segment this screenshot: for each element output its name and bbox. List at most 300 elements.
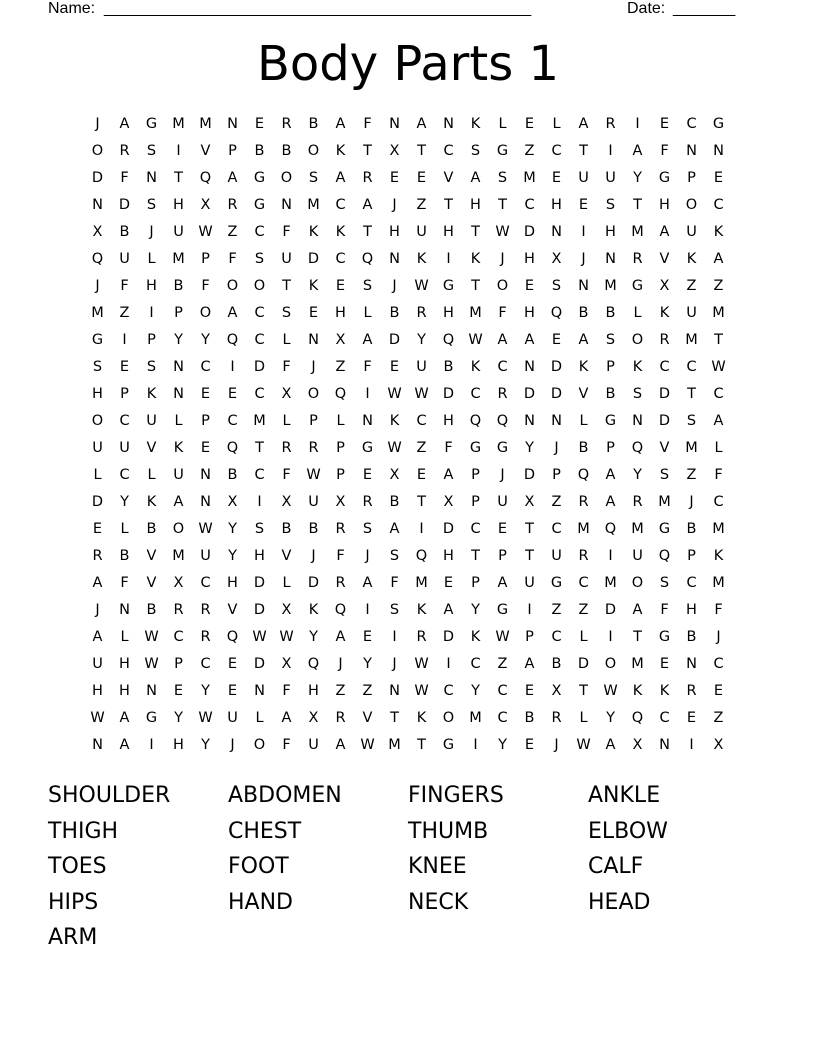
word-list-item: ABDOMEN: [228, 783, 342, 808]
grid-letter: D: [523, 467, 536, 483]
grid-letter: X: [551, 683, 562, 699]
word-list-item: CHEST: [228, 818, 302, 844]
grid-letter: P: [336, 440, 345, 456]
grid-letter: A: [416, 116, 427, 132]
grid-letter: H: [119, 683, 130, 699]
grid-letter: H: [92, 683, 103, 699]
grid-letter: E: [497, 521, 508, 537]
grid-letter: J: [500, 251, 505, 267]
grid-letter: L: [282, 575, 291, 591]
grid-letter: A: [119, 116, 130, 132]
grid-letter: R: [632, 494, 643, 510]
date-field[interactable]: _______: [673, 0, 736, 17]
grid-letter: N: [713, 143, 724, 159]
grid-letter: R: [362, 170, 373, 186]
word-list-item: FOOT: [228, 854, 289, 880]
grid-letter: O: [631, 332, 644, 348]
grid-letter: S: [254, 251, 265, 267]
grid-letter: A: [443, 467, 454, 483]
grid-letter: P: [687, 170, 696, 186]
grid-letter: A: [335, 116, 346, 132]
grid-letter: A: [632, 143, 643, 159]
grid-letter: N: [308, 332, 319, 348]
grid-letter: Q: [442, 332, 455, 348]
grid-letter: R: [551, 710, 562, 726]
grid-letter: M: [253, 413, 266, 429]
grid-letter: X: [308, 710, 319, 726]
grid-letter: Z: [227, 224, 238, 240]
grid-letter: G: [442, 278, 455, 294]
grid-letter: Q: [226, 440, 239, 456]
grid-letter: C: [659, 710, 670, 726]
grid-letter: F: [282, 359, 291, 375]
grid-letter: V: [578, 386, 589, 402]
grid-letter: C: [551, 143, 562, 159]
grid-letter: H: [524, 251, 535, 267]
grid-letter: E: [308, 305, 319, 321]
grid-letter: R: [416, 629, 427, 645]
grid-letter: T: [390, 710, 399, 726]
grid-letter: X: [551, 251, 562, 267]
grid-letter: L: [255, 710, 264, 726]
grid-letter: K: [470, 629, 481, 645]
grid-letter: F: [660, 602, 669, 618]
grid-letter: S: [632, 386, 643, 402]
grid-letter: N: [632, 413, 643, 429]
grid-letter: W: [198, 521, 213, 537]
grid-letter: J: [689, 494, 694, 510]
grid-letter: A: [119, 710, 130, 726]
grid-letter: H: [389, 224, 400, 240]
grid-letter: W: [414, 656, 429, 672]
grid-letter: L: [120, 629, 129, 645]
word-list-item: THIGH: [48, 818, 119, 844]
grid-letter: A: [443, 602, 454, 618]
grid-letter: N: [200, 494, 211, 510]
grid-letter: E: [200, 386, 211, 402]
grid-letter: N: [281, 197, 292, 213]
grid-letter: K: [335, 224, 346, 240]
grid-letter: R: [632, 251, 643, 267]
grid-letter: V: [227, 602, 238, 618]
grid-letter: X: [335, 332, 346, 348]
grid-letter: U: [605, 170, 616, 186]
grid-letter: K: [173, 440, 184, 456]
grid-letter: T: [417, 737, 426, 753]
grid-letter: K: [470, 116, 481, 132]
grid-letter: R: [281, 116, 292, 132]
letter-grid: [84, 113, 732, 761]
grid-letter: L: [579, 413, 588, 429]
grid-letter: C: [497, 359, 508, 375]
grid-letter: W: [387, 440, 402, 456]
grid-letter: B: [605, 386, 616, 402]
grid-letter: X: [335, 494, 346, 510]
grid-letter: L: [282, 332, 291, 348]
word-list-item: ANKLE: [588, 783, 661, 808]
grid-letter: M: [685, 440, 698, 456]
grid-letter: L: [552, 116, 561, 132]
grid-letter: N: [254, 683, 265, 699]
grid-letter: H: [470, 197, 481, 213]
grid-letter: X: [659, 278, 670, 294]
grid-letter: I: [149, 737, 154, 753]
grid-letter: C: [227, 413, 238, 429]
grid-letter: R: [335, 521, 346, 537]
grid-letter: K: [659, 305, 670, 321]
grid-letter: N: [200, 467, 211, 483]
grid-letter: O: [685, 197, 698, 213]
grid-letter: I: [608, 548, 613, 564]
grid-letter: D: [604, 602, 617, 618]
grid-letter: U: [497, 494, 508, 510]
grid-letter: L: [579, 629, 588, 645]
grid-letter: I: [392, 629, 397, 645]
grid-letter: F: [363, 359, 372, 375]
grid-letter: I: [230, 359, 235, 375]
grid-letter: D: [253, 602, 266, 618]
grid-letter: Z: [551, 602, 562, 618]
grid-letter: V: [146, 440, 157, 456]
grid-letter: E: [254, 116, 265, 132]
grid-letter: A: [335, 170, 346, 186]
grid-letter: R: [173, 602, 184, 618]
grid-letter: M: [712, 521, 725, 537]
grid-letter: E: [713, 170, 724, 186]
grid-letter: T: [471, 224, 480, 240]
grid-letter: G: [658, 170, 671, 186]
grid-letter: F: [660, 143, 669, 159]
grid-letter: V: [146, 575, 157, 591]
grid-letter: J: [95, 278, 100, 294]
grid-letter: U: [200, 548, 211, 564]
grid-letter: V: [362, 710, 373, 726]
grid-letter: R: [686, 683, 697, 699]
grid-letter: P: [606, 440, 615, 456]
grid-letter: M: [388, 737, 401, 753]
grid-letter: B: [578, 305, 589, 321]
grid-letter: Q: [631, 710, 644, 726]
grid-letter: W: [468, 332, 483, 348]
grid-letter: Y: [471, 683, 480, 699]
grid-letter: C: [713, 386, 724, 402]
grid-letter: C: [200, 575, 211, 591]
grid-letter: L: [336, 413, 345, 429]
grid-letter: Q: [577, 467, 590, 483]
grid-letter: E: [119, 359, 130, 375]
grid-letter: D: [253, 575, 266, 591]
grid-letter: O: [307, 143, 320, 159]
grid-letter: N: [443, 116, 454, 132]
grid-letter: G: [253, 197, 266, 213]
grid-letter: I: [149, 305, 154, 321]
grid-letter: F: [714, 602, 723, 618]
grid-letter: U: [551, 548, 562, 564]
grid-letter: K: [146, 494, 157, 510]
grid-letter: M: [523, 170, 536, 186]
grid-letter: O: [280, 170, 293, 186]
grid-letter: O: [226, 278, 239, 294]
grid-letter: P: [228, 143, 237, 159]
grid-letter: I: [635, 116, 640, 132]
grid-letter: M: [469, 305, 482, 321]
grid-letter: O: [253, 278, 266, 294]
word-list-item: KNEE: [408, 854, 467, 880]
grid-letter: T: [498, 197, 507, 213]
grid-letter: S: [659, 467, 670, 483]
grid-letter: T: [363, 224, 372, 240]
grid-letter: U: [578, 170, 589, 186]
grid-letter: L: [714, 440, 723, 456]
grid-letter: X: [713, 737, 724, 753]
grid-letter: Q: [334, 602, 347, 618]
grid-letter: R: [92, 548, 103, 564]
grid-letter: T: [471, 278, 480, 294]
grid-letter: S: [362, 278, 373, 294]
grid-letter: M: [172, 251, 185, 267]
grid-letter: U: [632, 548, 643, 564]
grid-letter: F: [336, 548, 345, 564]
grid-letter: N: [551, 224, 562, 240]
grid-letter: S: [146, 143, 157, 159]
grid-letter: T: [255, 440, 264, 456]
grid-letter: D: [577, 656, 590, 672]
grid-letter: P: [120, 386, 129, 402]
grid-letter: J: [311, 548, 316, 564]
grid-letter: U: [686, 305, 697, 321]
grid-letter: C: [119, 467, 130, 483]
grid-letter: A: [524, 332, 535, 348]
grid-letter: N: [92, 197, 103, 213]
grid-letter: G: [658, 629, 671, 645]
word-list-item: ELBOW: [588, 818, 668, 844]
grid-letter: B: [389, 494, 400, 510]
grid-letter: E: [551, 332, 562, 348]
grid-letter: E: [389, 170, 400, 186]
grid-letter: E: [200, 440, 211, 456]
grid-letter: A: [335, 629, 346, 645]
grid-letter: A: [605, 737, 616, 753]
grid-letter: Q: [226, 332, 239, 348]
grid-letter: D: [523, 386, 536, 402]
grid-letter: Q: [604, 521, 617, 537]
grid-letter: Z: [713, 710, 724, 726]
grid-letter: Q: [307, 656, 320, 672]
grid-letter: O: [199, 305, 212, 321]
grid-letter: M: [712, 305, 725, 321]
grid-letter: B: [605, 305, 616, 321]
grid-letter: M: [658, 494, 671, 510]
grid-letter: O: [307, 386, 320, 402]
grid-letter: S: [389, 548, 400, 564]
name-label: Name:: [48, 0, 96, 17]
grid-letter: P: [498, 548, 507, 564]
grid-letter: B: [524, 710, 535, 726]
grid-letter: T: [174, 170, 183, 186]
grid-letter: B: [119, 224, 130, 240]
grid-letter: K: [146, 386, 157, 402]
grid-letter: D: [442, 629, 455, 645]
grid-letter: E: [551, 170, 562, 186]
grid-letter: Z: [524, 143, 535, 159]
grid-letter: Y: [174, 332, 183, 348]
grid-letter: Y: [498, 737, 507, 753]
grid-letter: M: [685, 332, 698, 348]
grid-letter: V: [200, 143, 211, 159]
grid-letter: P: [201, 251, 210, 267]
grid-letter: T: [471, 548, 480, 564]
grid-letter: U: [119, 251, 130, 267]
grid-letter: D: [388, 332, 401, 348]
grid-letter: G: [91, 332, 104, 348]
grid-letter: H: [146, 278, 157, 294]
grid-letter: P: [147, 332, 156, 348]
grid-letter: E: [524, 737, 535, 753]
grid-letter: M: [712, 575, 725, 591]
grid-letter: M: [604, 575, 617, 591]
grid-letter: S: [308, 170, 319, 186]
grid-letter: X: [632, 737, 643, 753]
grid-letter: D: [91, 494, 104, 510]
grid-letter: E: [443, 575, 454, 591]
grid-letter: N: [659, 737, 670, 753]
grid-letter: M: [172, 548, 185, 564]
grid-letter: I: [608, 143, 613, 159]
grid-letter: T: [633, 629, 642, 645]
grid-letter: A: [362, 575, 373, 591]
grid-letter: I: [257, 494, 262, 510]
grid-letter: G: [496, 143, 509, 159]
grid-letter: H: [524, 305, 535, 321]
grid-letter: G: [442, 737, 455, 753]
grid-letter: B: [308, 521, 319, 537]
grid-letter: P: [471, 494, 480, 510]
grid-letter: W: [252, 629, 267, 645]
grid-letter: C: [119, 413, 130, 429]
word-list: [48, 778, 768, 956]
grid-letter: Y: [201, 683, 210, 699]
grid-letter: F: [201, 278, 210, 294]
grid-letter: T: [417, 494, 426, 510]
grid-letter: E: [227, 656, 238, 672]
grid-letter: N: [146, 683, 157, 699]
grid-letter: D: [523, 224, 536, 240]
grid-letter: W: [360, 737, 375, 753]
grid-letter: C: [524, 197, 535, 213]
grid-letter: E: [416, 467, 427, 483]
grid-letter: D: [658, 413, 671, 429]
grid-letter: G: [604, 413, 617, 429]
grid-letter: B: [146, 521, 157, 537]
grid-letter: C: [470, 521, 481, 537]
grid-letter: P: [309, 413, 318, 429]
grid-letter: C: [254, 386, 265, 402]
grid-letter: W: [414, 278, 429, 294]
grid-letter: C: [173, 629, 184, 645]
grid-letter: T: [282, 278, 291, 294]
grid-letter: B: [281, 143, 292, 159]
grid-letter: F: [444, 440, 453, 456]
name-field[interactable]: ________________________________________________: [104, 0, 532, 17]
grid-letter: E: [389, 359, 400, 375]
grid-letter: E: [578, 197, 589, 213]
grid-letter: M: [631, 224, 644, 240]
grid-letter: V: [281, 548, 292, 564]
grid-letter: N: [389, 251, 400, 267]
grid-letter: K: [686, 251, 697, 267]
grid-letter: M: [91, 305, 104, 321]
grid-letter: M: [307, 197, 320, 213]
grid-letter: C: [200, 656, 211, 672]
grid-letter: W: [144, 656, 159, 672]
grid-letter: A: [92, 575, 103, 591]
grid-letter: P: [471, 575, 480, 591]
grid-letter: S: [686, 413, 697, 429]
grid-letter: S: [659, 575, 670, 591]
grid-letter: G: [712, 116, 725, 132]
grid-letter: C: [335, 197, 346, 213]
grid-letter: I: [581, 224, 586, 240]
grid-letter: C: [686, 359, 697, 375]
grid-letter: R: [497, 386, 508, 402]
grid-letter: R: [335, 710, 346, 726]
grid-letter: W: [198, 224, 213, 240]
word-list-item: NECK: [408, 889, 469, 915]
grid-letter: B: [308, 116, 319, 132]
grid-letter: K: [632, 683, 643, 699]
grid-letter: A: [227, 170, 238, 186]
grid-letter: U: [146, 413, 157, 429]
grid-letter: Q: [361, 251, 374, 267]
grid-letter: J: [716, 629, 721, 645]
grid-letter: O: [91, 413, 104, 429]
grid-letter: I: [473, 737, 478, 753]
grid-letter: N: [524, 359, 535, 375]
grid-letter: C: [659, 359, 670, 375]
grid-letter: D: [658, 386, 671, 402]
grid-letter: N: [173, 359, 184, 375]
grid-letter: C: [254, 467, 265, 483]
grid-letter: C: [254, 224, 265, 240]
grid-letter: U: [281, 251, 292, 267]
grid-letter: X: [389, 467, 400, 483]
word-list-item: CALF: [588, 854, 644, 880]
grid-letter: B: [686, 521, 697, 537]
word-list-item: HIPS: [48, 889, 99, 915]
grid-letter: W: [414, 386, 429, 402]
grid-letter: V: [659, 440, 670, 456]
grid-letter: N: [362, 413, 373, 429]
grid-letter: V: [443, 170, 454, 186]
grid-letter: K: [308, 224, 319, 240]
grid-letter: R: [119, 143, 130, 159]
grid-letter: H: [173, 197, 184, 213]
grid-letter: B: [146, 602, 157, 618]
grid-letter: Z: [416, 197, 427, 213]
grid-letter: J: [392, 197, 397, 213]
grid-letter: E: [362, 629, 373, 645]
grid-letter: H: [308, 683, 319, 699]
grid-letter: T: [417, 143, 426, 159]
word-list-item: ARM: [48, 925, 98, 951]
grid-letter: Y: [120, 494, 129, 510]
grid-letter: H: [605, 224, 616, 240]
grid-letter: O: [442, 710, 455, 726]
grid-letter: A: [524, 656, 535, 672]
grid-letter: D: [118, 197, 131, 213]
grid-letter: L: [147, 467, 156, 483]
grid-letter: K: [308, 602, 319, 618]
